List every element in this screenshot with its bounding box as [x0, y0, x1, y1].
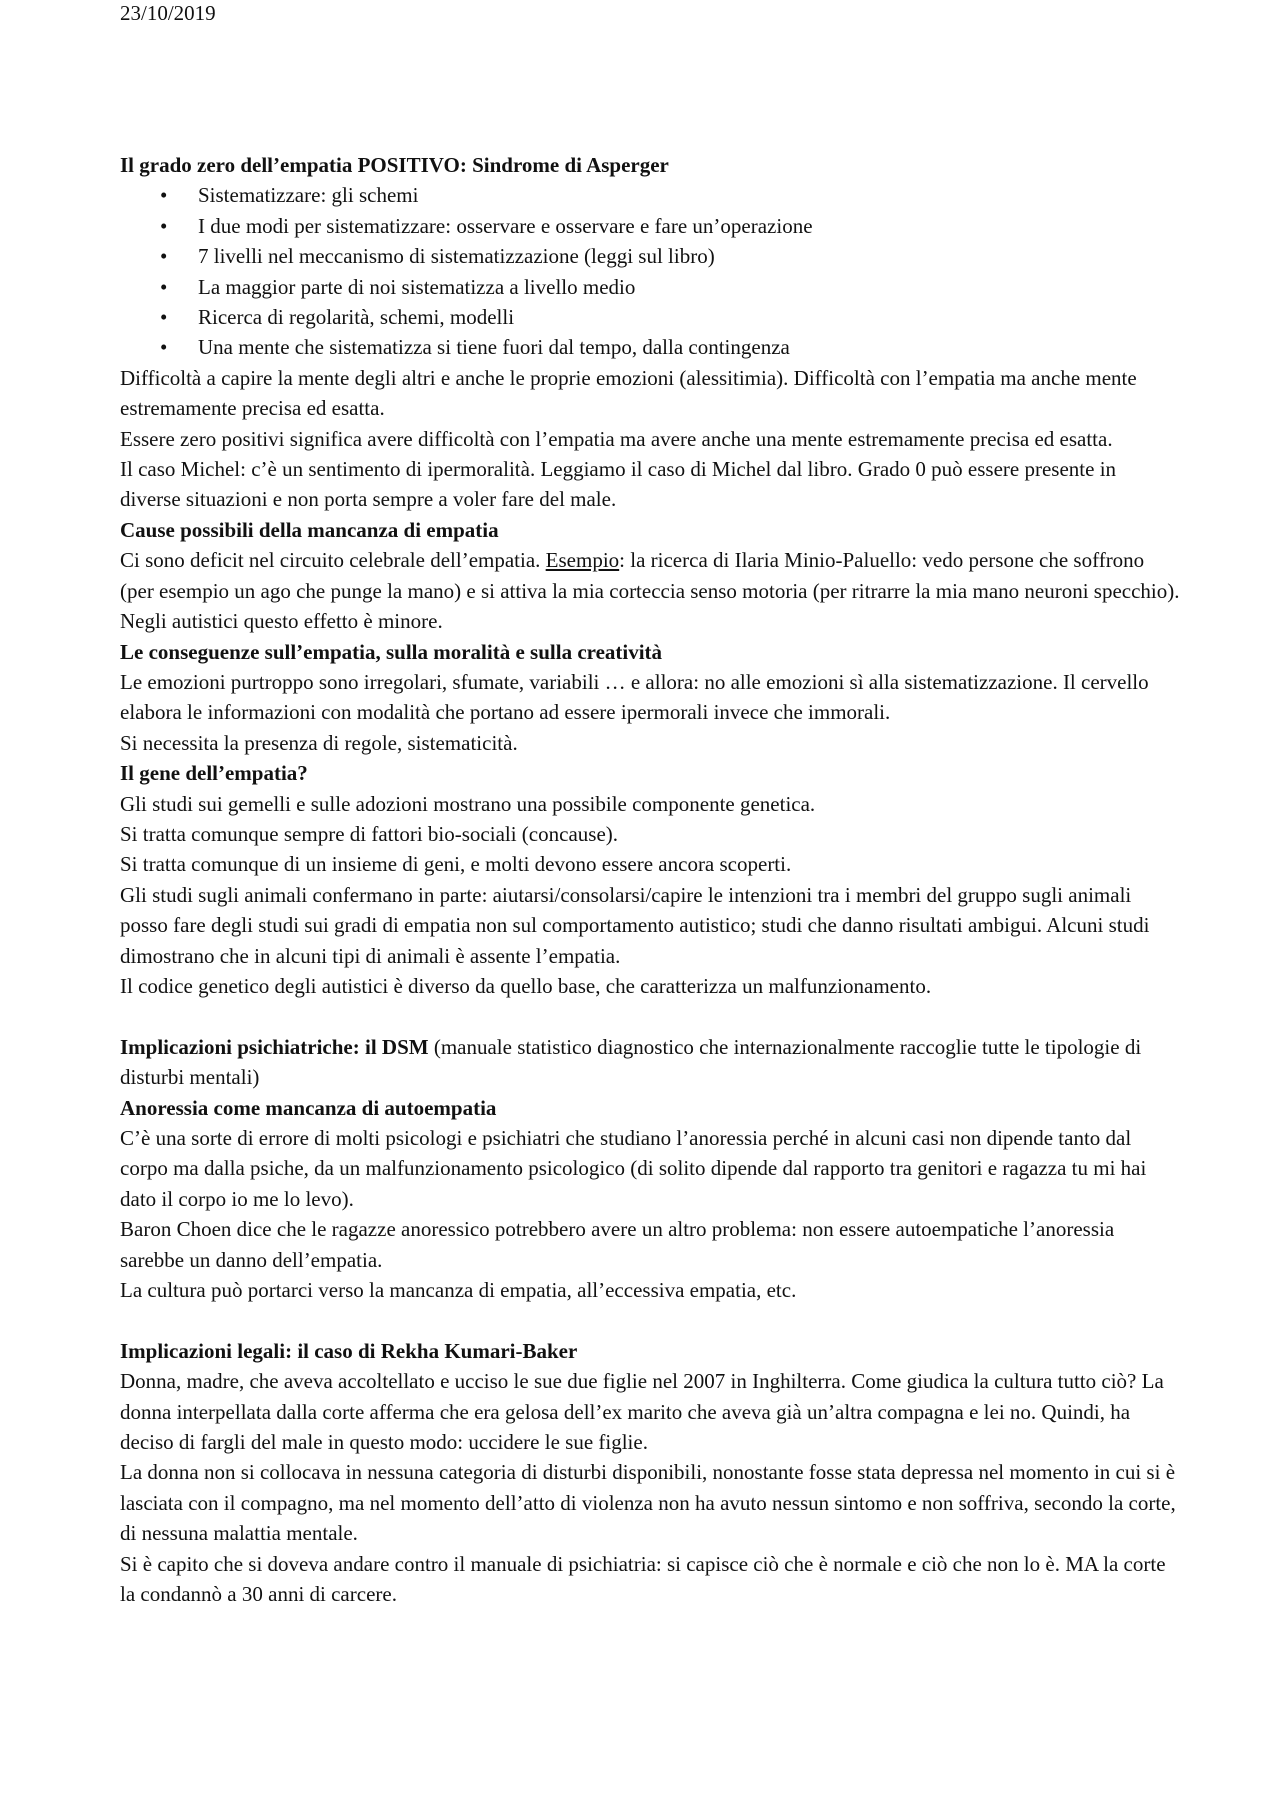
heading-legal: Implicazioni legali: il caso di Rekha Kumari-Baker	[120, 1338, 578, 1363]
heading-consequences: Le conseguenze sull’empatia, sulla moralità e sulla creatività	[120, 639, 663, 664]
list-item-text: Ricerca di regolarità, schemi, modelli	[198, 305, 515, 330]
list-item-text: Una mente che sistematizza si tiene fuori dal tempo, dalla contingenza	[198, 335, 790, 360]
paragraph: La donna non si collocava in nessuna categoria di disturbi disponibili, nonostante fosse stata depressa nel momento in cui si è lasciata con il compagno, ma nel momento dell’atto di violenza non ha avuto nessun sintomo e non soffriva, secondo la corte, di nessuna malattia mentale.	[120, 1460, 1176, 1546]
heading-anorexia: Anoressia come mancanza di autoempatia	[120, 1095, 497, 1120]
list-item	[120, 272, 1180, 302]
bullet-icon: •	[160, 244, 168, 269]
underlined-term: Esempio	[545, 548, 620, 573]
list-item	[120, 180, 1180, 210]
paragraph: Il codice genetico degli autistici è diverso da quello base, che caratterizza un malfunzionamento.	[120, 973, 932, 998]
heading-causes: Cause possibili della mancanza di empatia	[120, 517, 499, 542]
bullet-icon: •	[160, 305, 168, 330]
systematizing-list	[120, 180, 1180, 362]
heading-asperger: Il grado zero dell’empatia POSITIVO: Sindrome di Asperger	[120, 153, 669, 177]
blank-line	[120, 1001, 1180, 1031]
list-item	[120, 211, 1180, 241]
paragraph: Si tratta comunque di un insieme di geni, e molti devono essere ancora scoperti.	[120, 852, 792, 877]
heading-bold-text: Implicazioni psichiatriche: il DSM	[120, 1034, 429, 1059]
paragraph: Gli studi sui gemelli e sulle adozioni mostrano una possibile componente genetica.	[120, 791, 816, 816]
paragraph: Si è capito che si doveva andare contro il manuale di psichiatria: si capisce ciò che è normale e ciò che non lo è. MA la corte la condannò a 30 anni di carcere.	[120, 1551, 1166, 1607]
paragraph: Il caso Michel: c’è un sentimento di ipermoralità. Leggiamo il caso di Michel dal libro. Grado 0 può essere presente in diverse situazioni e non porta sempre a voler fare del male.	[120, 457, 1117, 512]
heading-psychiatric	[120, 1032, 1180, 1093]
text-run: : la ricerca di Ilaria Minio-Paluello: vedo persone che soffrono (per esempio un ago che punge la mano) e si attiva la mia corteccia senso motoria (per ritrarre la mia mano neuroni specchio). Negli autistici questo effetto è minore.	[120, 548, 1180, 634]
bullet-icon: •	[160, 213, 168, 238]
paragraph: Le emozioni purtroppo sono irregolari, sfumate, variabili … e allora: no alle emozioni sì alla sistematizzazione. Il cervello elabora le informazioni con modalità che portano ad essere ipermorali invece che immorali.	[120, 669, 1149, 725]
document-date: 23/10/2019	[120, 1, 216, 25]
list-item-text: I due modi per sistematizzare: osservare e osservare e fare un’operazione	[198, 213, 813, 238]
bullet-icon: •	[160, 183, 168, 208]
paragraph: La cultura può portarci verso la mancanza di empatia, all’eccessiva empatia, etc.	[120, 1278, 797, 1303]
list-item-text: 7 livelli nel meccanismo di sistematizzazione (leggi sul libro)	[198, 244, 715, 269]
blank-line	[120, 1305, 1180, 1335]
list-item	[120, 241, 1180, 271]
paragraph	[120, 545, 1180, 636]
document-body	[120, 150, 1180, 1609]
list-item-text: Sistematizzare: gli schemi	[198, 183, 419, 208]
heading-note: (manuale statistico diagnostico che internazionalmente raccoglie tutte le tipologie di disturbi mentali)	[120, 1034, 1142, 1090]
bullet-icon: •	[160, 274, 168, 299]
paragraph: Gli studi sugli animali confermano in parte: aiutarsi/consolarsi/capire le intenzioni tra i membri del gruppo sugli animali posso fare degli studi sui gradi di empatia non sul comportamento autistico; studi che danno risultati ambigui. Alcuni studi dimostrano che in alcuni tipi di animali è assente l’empatia.	[120, 882, 1150, 968]
text-run: Ci sono deficit nel circuito celebrale dell’empatia.	[120, 548, 546, 573]
list-item	[120, 302, 1180, 332]
paragraph: Si tratta comunque sempre di fattori bio-sociali (concause).	[120, 821, 619, 846]
list-item	[120, 332, 1180, 362]
paragraph: Baron Choen dice che le ragazze anoressico potrebbero avere un altro problema: non essere autoempatiche l’anoressia sarebbe un danno dell’empatia.	[120, 1217, 1115, 1272]
paragraph: Difficoltà a capire la mente degli altri e anche le proprie emozioni (alessitimia). Difficoltà con l’empatia ma anche mente estremamente precisa ed esatta.	[120, 365, 1137, 421]
paragraph: Essere zero positivi significa avere difficoltà con l’empatia ma avere anche una mente estremamente precisa ed esatta.	[120, 426, 1113, 451]
paragraph: Si necessita la presenza di regole, sistematicità.	[120, 730, 518, 755]
list-item-text: La maggior parte di noi sistematizza a livello medio	[198, 274, 636, 299]
paragraph: Donna, madre, che aveva accoltellato e ucciso le sue due figlie nel 2007 in Inghilterra. Come giudica la cultura tutto ciò? La donna interpellata dalla corte afferma che era gelosa dell’ex marito che aveva già un’altra compagna e lei no. Quindi, ha deciso di fargli del male in questo modo: uccidere le sue figlie.	[120, 1369, 1164, 1455]
heading-empathy-gene: Il gene dell’empatia?	[120, 761, 308, 786]
bullet-icon: •	[160, 335, 168, 360]
paragraph: C’è una sorte di errore di molti psicologi e psichiatri che studiano l’anoressia perché in alcuni casi non dipende tanto dal corpo ma dalla psiche, da un malfunzionamento psicologico (di solito dipende dal rapporto tra genitori e ragazza tu mi hai dato il corpo io me lo levo).	[120, 1125, 1147, 1211]
